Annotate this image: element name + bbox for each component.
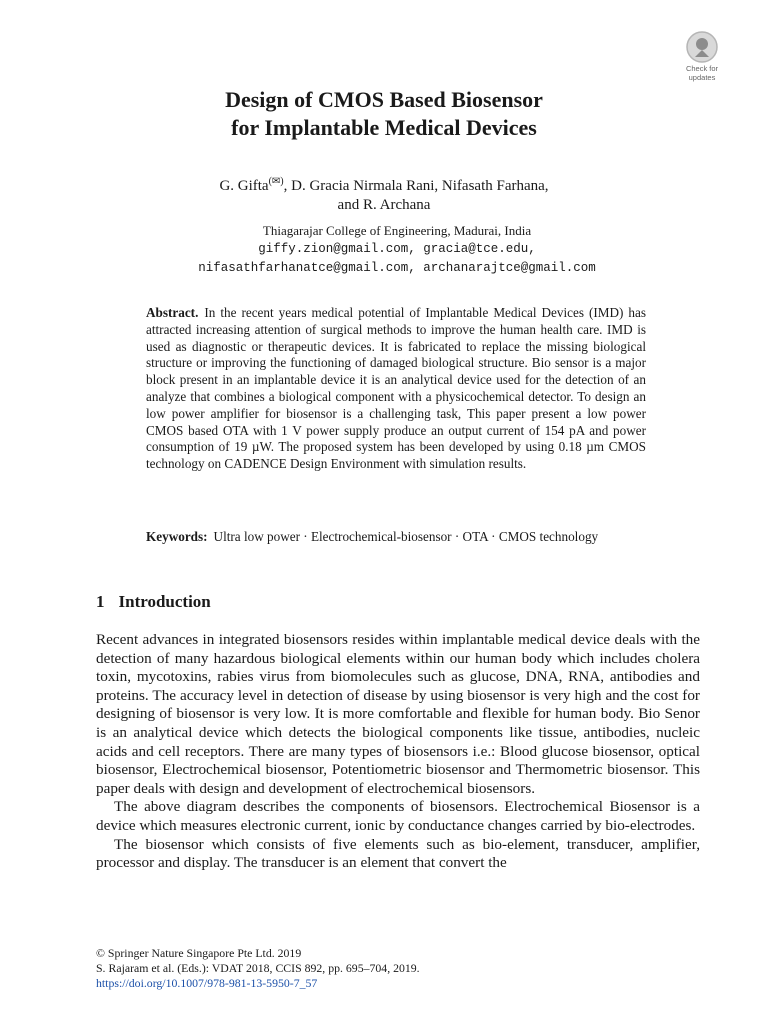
footer [96, 946, 420, 991]
affiliation [0, 221, 768, 278]
badge-label-line1: Check for [685, 64, 719, 73]
check-for-updates-badge[interactable] [673, 30, 731, 80]
keywords [146, 528, 646, 545]
title-line-2: for Implantable Medical Devices [231, 115, 537, 140]
emails-line-1[interactable]: giffy.zion@gmail.com, gracia@tce.edu, [258, 242, 536, 256]
paper-title [0, 86, 768, 142]
title-line-1: Design of CMOS Based Biosensor [225, 87, 543, 112]
paragraph-2: The above diagram describes the components of biosensors. Electrochemical Biosensor is a device which measures electronic current, ionic by conductance changes carried by bio-electrodes. [96, 798, 700, 834]
abstract-label: Abstract. [146, 305, 199, 320]
corresponding-author-mark: (✉) [268, 176, 284, 187]
section-number: 1 [96, 592, 105, 611]
paragraph-3: The biosensor which consists of five elements such as bio-element, transducer, amplifier, processor and display. The transducer is an element that convert the [96, 835, 700, 872]
paragraph-1: Recent advances in integrated biosensors resides within implantable medical device deals with the detection of many hazardous biological elements within our human body which includes cholera toxin, mycotoxins, rabies virus from biomolecules such as glucose, DNA, RNA, antibodies and proteins. The accuracy level in detection of disease by using biosensor is very high and the cost for designing of biosensor is very low. It is more comfortable and flexible for human body. Bio Senor is an analytical device which detects the biological components like tissue, antibodies, nucleic acids and cell receptors. There are many types of biosensors i.e.: Blood glucose biosensor, optical biosensor, Electrochemical biosensor, Potentiometric biosensor and Thermometric biosensor. This paper deals with design and development of electrochemical biosensors. [96, 631, 700, 797]
keywords-text: Ultra low power · Electrochemical-biosensor · OTA · CMOS technology [213, 529, 599, 544]
author-first: G. Gifta [219, 178, 269, 194]
check-for-updates-icon [685, 30, 719, 64]
author-list [0, 172, 768, 215]
section-heading [96, 592, 211, 612]
citation-line: S. Rajaram et al. (Eds.): VDAT 2018, CCIS 892, pp. 695–704, 2019. [96, 961, 420, 975]
body-text [96, 631, 700, 873]
emails-line-2[interactable]: nifasathfarhanatce@gmail.com, archanarajtce@gmail.com [198, 261, 596, 275]
institution: Thiagarajar College of Engineering, Madurai, India [262, 223, 532, 238]
copyright-line: © Springer Nature Singapore Pte Ltd. 2019 [96, 946, 302, 960]
abstract-text: In the recent years medical potential of Implantable Medical Devices (IMD) has attracted increasing attention of surgical methods to improve the human health care. IMD is used as diagnostic or therapeutic devices. It is fabricated to replace the missing biological structure or improving the functioning of damaged biological structure. Bio sensor is a major block present in an implantable device it is an analytical device used for the detection of an analyze that combines a biological component with a physicochemical detector. To design an low power amplifier for biosensor is a challenging task, This paper present a low power CMOS based OTA with 1 V power supply produce an output current of 154 pA and power consumption of 19 µW. The proposed system has been developed by using 0.18 µm CMOS technology on CADENCE Design Environment with simulation results. [146, 305, 646, 472]
badge-label-line2: updates [688, 73, 716, 82]
author-last: and R. Archana [337, 197, 431, 213]
abstract [146, 305, 646, 473]
author-rest: , D. Gracia Nirmala Rani, Nifasath Farhana, [283, 178, 549, 194]
keywords-label: Keywords: [146, 529, 208, 544]
section-title: Introduction [118, 592, 211, 611]
doi-link[interactable]: https://doi.org/10.1007/978-981-13-5950-7_57 [96, 976, 318, 990]
